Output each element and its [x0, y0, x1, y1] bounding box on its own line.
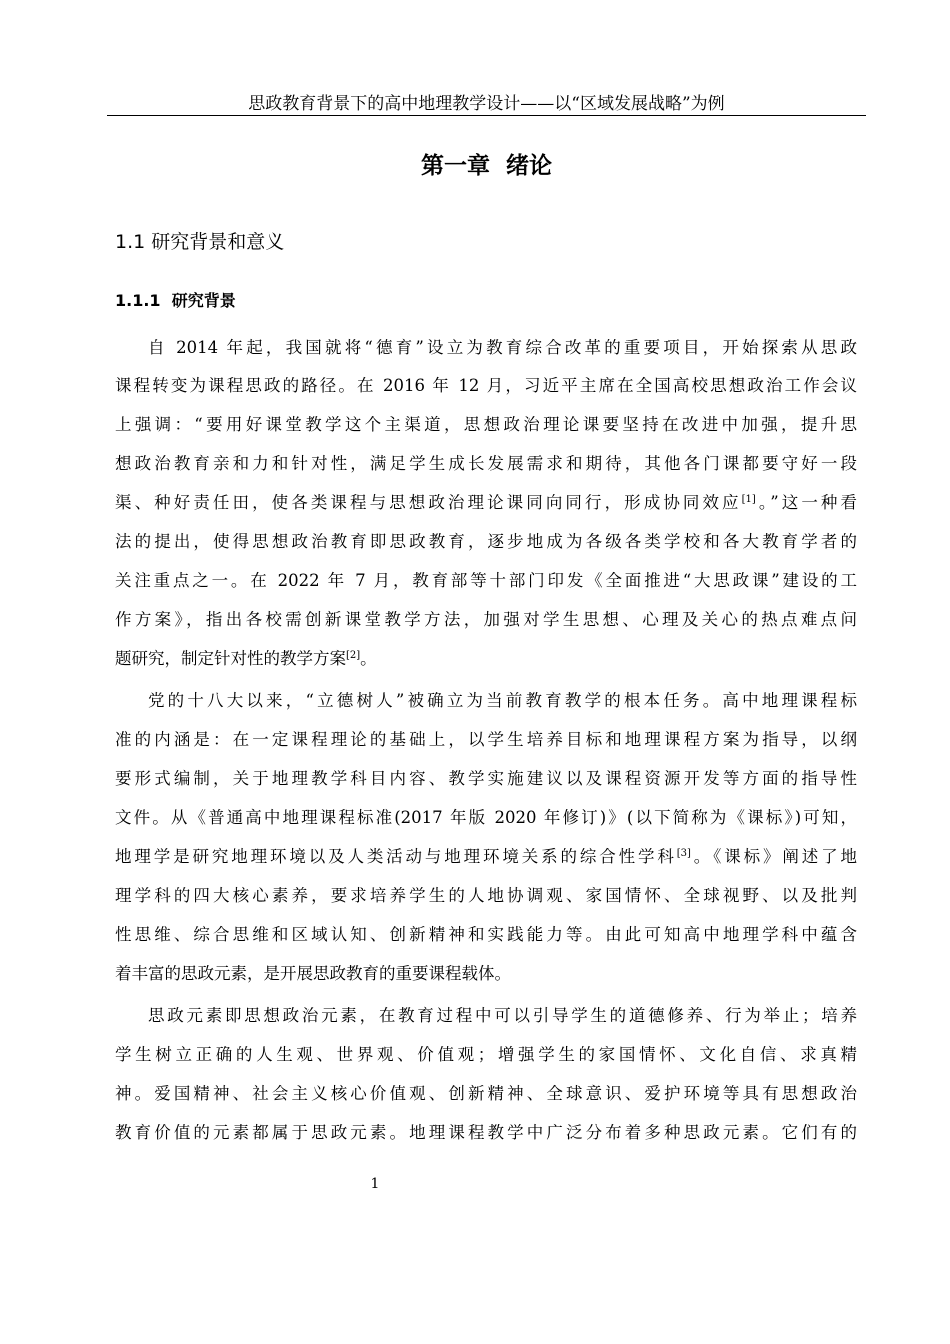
paragraph-line: 党的十八大以来，“立德树人”被确立为当前教育教学的根本任务。高中地理课程标: [148, 691, 857, 710]
subsection-heading: 1.1.1 研究背景: [115, 291, 236, 310]
paragraph-line: 自 2014 年起，我国就将“德育”设立为教育综合改革的重要项目，开始探索从思政: [148, 338, 857, 357]
paragraph-line: 关注重点之一。在 2022 年 7 月，教育部等十部门印发《全面推进“大思政课”建设的工: [115, 571, 857, 590]
paragraph-line: 文件。从《普通高中地理课程标准(2017 年版 2020 年修订)》(以下简称为《课标》)可知，: [115, 808, 857, 827]
paragraph-line: 准的内涵是：在一定课程理论的基础上，以学生培养目标和地理课程方案为指导，以纲: [115, 730, 857, 749]
paragraph-line: 性思维、综合思维和区域认知、创新精神和实践能力等。由此可知高中地理学科中蕴含: [115, 925, 857, 944]
section-heading: 1.1 研究背景和意义: [115, 231, 285, 253]
paragraph-line: [115, 491, 857, 515]
line-text: 。《课标》阐述了地: [690, 847, 858, 866]
line-text: 渠、种好责任田，使各类课程与思想政治理论课同向同行，形成协同效应: [115, 493, 742, 512]
paragraph-line: 作方案》，指出各校需创新课堂教学方法，加强对学生思想、心理及关心的热点难点问: [115, 610, 857, 629]
running-header: 思政教育背景下的高中地理教学设计——以“区域发展战略”为例: [248, 94, 725, 114]
line-text: 地理学是研究地理环境以及人类活动与地理环境关系的综合性学科: [115, 847, 677, 866]
paragraph-line: 想政治教育亲和力和针对性，满足学生成长发展需求和期待，其他各门课都要守好一段: [115, 454, 857, 473]
paragraph-line: 法的提出，使得思想政治教育即思政教育，逐步地成为各级各类学校和各大教育学者的: [115, 532, 857, 551]
line-text: 题研究，制定针对性的教学方案: [115, 649, 346, 668]
paragraph-line: 教育价值的元素都属于思政元素。地理课程教学中广泛分布着多种思政元素。它们有的: [115, 1123, 857, 1142]
paragraph-line: 学生树立正确的人生观、世界观、价值观；增强学生的家国情怀、文化自信、求真精: [115, 1045, 857, 1064]
paragraph-line: 着丰富的思政元素，是开展思政教育的重要课程载体。: [115, 964, 511, 983]
header-rule: [107, 115, 866, 116]
citation-marker: [3]: [676, 848, 691, 859]
paragraph-line: 思政元素即思想政治元素，在教育过程中可以引导学生的道德修养、行为举止；培养: [148, 1006, 857, 1025]
paragraph-line: 课程转变为课程思政的路径。在 2016 年 12 月，习近平主席在全国高校思想政治工作会议: [115, 376, 857, 395]
paragraph-line: [115, 647, 377, 671]
citation-marker: [1]: [741, 494, 756, 505]
line-text: 。: [360, 649, 377, 668]
line-text: 。”这一种看: [755, 493, 858, 512]
paragraph-line: 要形式编制，关于地理教学科目内容、教学实施建议以及课程资源开发等方面的指导性: [115, 769, 857, 788]
paragraph-line: 神。爱国精神、社会主义核心价值观、创新精神、全球意识、爱护环境等具有思想政治: [115, 1084, 857, 1103]
paragraph-line: 理学科的四大核心素养，要求培养学生的人地协调观、家国情怀、全球视野、以及批判: [115, 886, 857, 905]
citation-marker: [2]: [346, 650, 361, 661]
paragraph-line: [115, 845, 857, 869]
paragraph-line: 上强调：“要用好课堂教学这个主渠道，思想政治理论课要坚持在改进中加强，提升思: [115, 415, 857, 434]
chapter-title: 第一章 绪论: [420, 153, 552, 179]
page-number: 1: [370, 1176, 380, 1192]
